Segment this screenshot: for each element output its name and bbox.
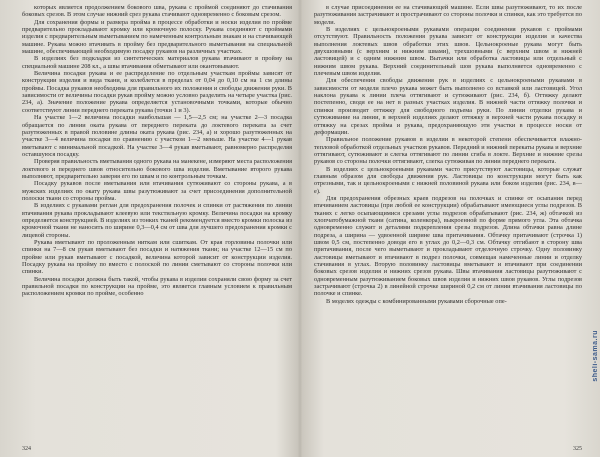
paragraph: которых является продолжением бокового шва, рукава с проймой соединяют до стачивания боковых срезов. В этом случае нижний срез рукава стачивают одновременно с боковым срезом. (22, 4, 292, 19)
paragraph: в случае присоединения ее на стачивающей машине. Если швы разутюживают, то их после разутюживания застрачивают и прострачивают со стороны полочки и спинки, как это требуется по модели. (314, 4, 582, 26)
paragraph: Для сохранения формы и размера пройма в процессе обработки и носки изделия по пройме предварительно прокладывают кромку или кромочную полоску. Рукава соединяют с проймами изделия с предварительным выметыванием по намеченным контрольным знакам и на стачивающей машине. Рукава можно втачивать в пройму без предварительного выметывания на специальной машине, обеспечивающей необходимую посадку рукавов на различных участках. (22, 18, 292, 56)
paragraph: Для предохранения обрезных краев подрезов на полочках и спинке от осыпания перед втачиванием ластовицы (при любой ее конструкции) обрабатывают имеющиеся углы подрезов. В тканях с легко осыпающимися срезами углы подрезов обрабатывают (рис. 234, ж) обтачкой из хлопчатобумажной ткани (сатина, коленкора), выкроенной по форме прямого угла. Эта обтачка одновременно служит и деталями подкрепления срезы подрезов. Длина обтачки равна длине подреза, а ширина — удвоенной ширине шва притачивания. Обтачку притачивают (строчка 1) швом 0,5 см, постепенно доводя его в углах до 0,2—0,3 см. Обтачку отгибают в сторону шва притачивания, после чего выметывают и прокладывают отделочную строчку. Одну половинку ластовицы вметывают и втачивают в подрез полочки, совмещая намеченные линии и отделку стачивания в углах. Вторую половинку ластовицы вметывают и втачивают при соединении боковых срезов изделия и нижних срезов рукава. Швы втачивания ластовицы разутюживают с одновременным разутюживанием боковых швов изделия и нижних швов рукавов. Углы подрезов застрачивают (строчка 2) в линейной строчке шириной 0,2 см от линии втачивания ластовицы по полочке и спинке. (314, 194, 582, 298)
watermark: sheli-sama.ru (592, 330, 599, 382)
paragraph: В изделиях без подкладки из синтетических материалов рукава втачивают в пройму на специальной машине 208 кл., а швы втачивания обметывают или окантовывают. (22, 55, 292, 70)
left-page-text (22, 4, 292, 298)
paragraph: Правильное положение рукавов в изделии в некоторой степени обеспечивается влажно-тепловой обработкой отдельных участков рукавов. Передний и нижний перекаты рукава и верхние оттягивают, сутюживают и слегка оттягивают по линии сгиба в локте. Верхние и нижние срезы рукавов со стороны полочки оттягивают, слегка сутюживая по линии переднего переката. (314, 136, 582, 166)
page-number: 325 (573, 446, 582, 452)
paragraph: На участке 1—2 величина посадки наибольшая — 1,5—2,5 см; на участке 2—3 посадка обращается по линии оката рукава от переднего переката до локтевого переката за счет разутюженных в правой половине длины оката рукава (рис. 234, а) и хорошо разутюженных на участке 3—4 величина посадки по сравнению с участком 1—2 меньше. На участке 4—1 рукав вметывают с минимальной посадкой. На участке 3—4 рукав вметывают, равномерно распределяя оставшуюся посадку. (22, 114, 292, 158)
paragraph: Проверяя правильность вметывания одного рукава на манекене, измеряют места расположения локтевого и переднего швов относительно бокового шва изделия. Вметывание второго рукава выполняют, предварительно заверяя его по швам и по контрольным точкам. (22, 158, 292, 180)
paragraph: В изделиях с цельнокроеными рукавами часто присутствуют ластовицы, которые служат главным образом для свободы движения рук. Ластовицы по конструкции могут быть как отрезными, так и цельнокроеными с нижней половиной рукава или боком изделия (рис. 234, в—е). (314, 165, 582, 195)
paragraph: Величина посадки должна быть такой, чтобы рукава в изделии сохраняли свою форму за счет правильной посадки по конструкции на пройме, это является главным условием к правильным расположением кромки по пройме, особенно (22, 275, 292, 298)
paragraph: Для обеспечения свободы движения рук в изделиях с цельнокроеными рукавами в зависимости от модели плечо рукава может быть выполнено со вставкой или ластовицей. Угол наклона рукава к линии плеча оттягивают и сутюживают (рис. 234, б). Оттяжку делают постепенно, сводя ее на нет в разных участках изделия. В нижней части оттяжку полочки и спинки производят оттяжку для свободного подъема руки. По линии отделки рукава и сутюживание на линии, в верхней изделиях делают оттяжку в верхней части рукава посадку и оттяжку на срезах пройма и рукава, предохраняющую эти участки в процессе носки от деформации. (314, 77, 582, 136)
paragraph: В изделиях с рукавами реглан для предохранения полочек и спинки от растяжения по линии втачивания рукава прокладывают клеевую или текстильную кромку. Величина посадки на кромку определяется конструкцией. В изделиях из тонких тканей рекомендуется вместо кромки полоска из кромочной ткани не наносить по ширине 0,3—0,4 см от шва для лучшего предохранения кромки с лицевой стороны. (22, 202, 292, 239)
right-page-text (314, 4, 582, 305)
page-number: 324 (22, 446, 31, 452)
right-page (300, 0, 600, 457)
paragraph: В моделях одежды с комбинированными рукавами сборочные опе- (326, 297, 507, 305)
paragraph: Величина посадки рукава и ее распределение по отдельным участкам проймы зависят от конструкции изделия и вида ткани, и колеблется в пределах от 0,04 до 0,10 см на 1 см длины проймы. Посадка рукавов необходима для правильного их положения и свободы движения руки. В зависимости от величины посадки рукав пройму можно условно разделить на четыре участка (рис. 234, а). Значение положение рукава определяется установочными точками, которые обычно соответствуют линии переднего переката рукава (точки 1 и 3). (22, 70, 292, 114)
paragraph: Посадку рукавов после вметывания или втачивания сутюживают со стороны рукава, а в мужских изделиях по окату рукава швы разутюживают за счет присоединения дополнительной полоски ткани со стороны пройма. (22, 180, 292, 202)
paragraph: В изделиях с цельнокроеными рукавами операции соединения рукавов с проймами отсутствуют. Правильность положения рукава зависит от конструкции изделия и качества выполнения локтевых швов обработки этих швов. Цельнокроеные рукава могут быть двухшовными (с верхним и нижним швами), трехшовными (с верхним швом и нижней ластовицей) и с одним нижним швом. Вытачки или обработка ластовицы или отдельный с нижним швом рукава. Верхний соединительный шов рукава выполняется одновременно с плечевым швом изделия. (314, 26, 582, 78)
paragraph: Рукава вметывают по проложенным ниткам или сшиткам. От края горловины полочки или спинки на 7—8 см рукав вметывают без посадки и натяжения ткани; на участке 12—15 см по пройме или рукав вметывают с посадкой, величина которой зависит от конструкции изделия. Посадку рукава на пройму по вместо с полоской по линии сметывают со стороны полочки или спинки. (22, 239, 292, 276)
